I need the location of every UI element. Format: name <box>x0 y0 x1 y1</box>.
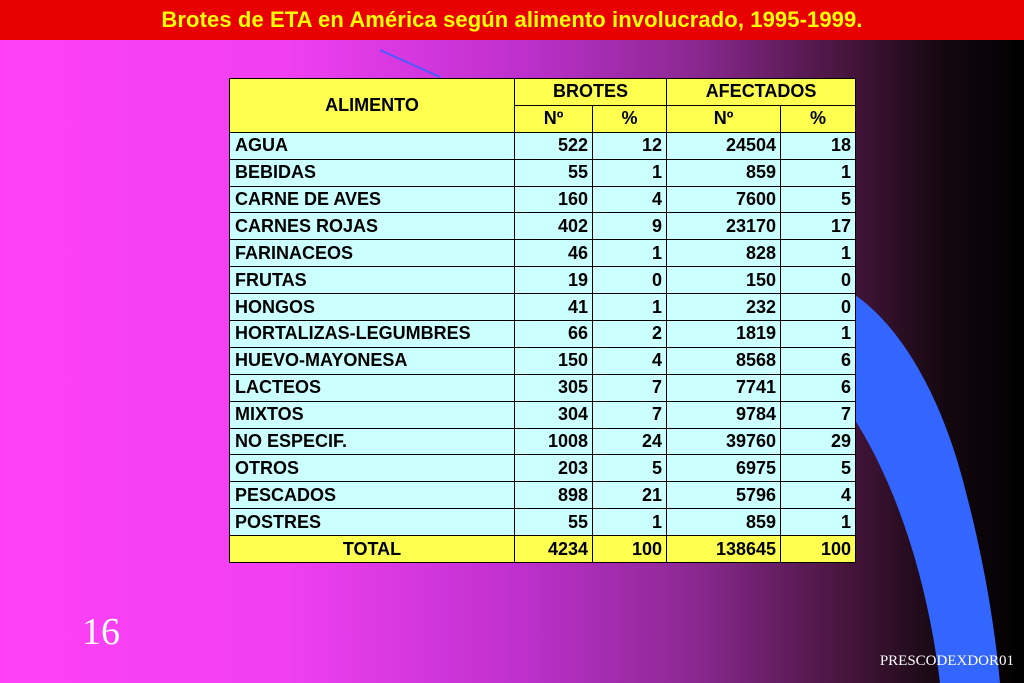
accent-line <box>380 50 440 77</box>
outbreaks-percent-cell: 0 <box>593 267 667 294</box>
outbreaks-percent-cell: 2 <box>593 321 667 348</box>
outbreaks-number-cell: 160 <box>515 186 593 213</box>
total-label: TOTAL <box>230 536 515 563</box>
outbreaks-number-cell: 46 <box>515 240 593 267</box>
affected-percent-cell: 17 <box>781 213 856 240</box>
outbreaks-percent-cell: 7 <box>593 374 667 401</box>
title-bar <box>0 0 1024 40</box>
table-row <box>230 374 856 401</box>
affected-percent-cell: 6 <box>781 374 856 401</box>
outbreaks-number-cell: 19 <box>515 267 593 294</box>
affected-percent-cell: 18 <box>781 132 856 159</box>
outbreaks-percent-cell: 1 <box>593 509 667 536</box>
affected-percent-cell: 1 <box>781 159 856 186</box>
affected-number-cell: 6975 <box>667 455 781 482</box>
food-cell: CARNES ROJAS <box>230 213 515 240</box>
outbreaks-number-cell: 66 <box>515 321 593 348</box>
affected-number-cell: 1819 <box>667 321 781 348</box>
affected-number-cell: 232 <box>667 294 781 321</box>
outbreaks-percent-cell: 9 <box>593 213 667 240</box>
affected-percent-cell: 4 <box>781 482 856 509</box>
affected-percent-cell: 1 <box>781 321 856 348</box>
table-row <box>230 428 856 455</box>
outbreaks-percent-cell: 12 <box>593 132 667 159</box>
outbreaks-percent-cell: 4 <box>593 347 667 374</box>
outbreaks-percent-cell: 21 <box>593 482 667 509</box>
table-row <box>230 267 856 294</box>
affected-percent-cell: 7 <box>781 401 856 428</box>
affected-number-cell: 39760 <box>667 428 781 455</box>
food-cell: HUEVO-MAYONESA <box>230 347 515 374</box>
affected-percent-cell: 5 <box>781 455 856 482</box>
outbreaks-number-cell: 305 <box>515 374 593 401</box>
outbreaks-percent-cell: 7 <box>593 401 667 428</box>
affected-percent-cell: 1 <box>781 509 856 536</box>
header-food: ALIMENTO <box>230 79 515 133</box>
outbreaks-number-cell: 150 <box>515 347 593 374</box>
affected-percent-cell: 29 <box>781 428 856 455</box>
table-row <box>230 321 856 348</box>
affected-percent-cell: 0 <box>781 294 856 321</box>
header-affected-number: Nº <box>667 105 781 132</box>
footer-code: PRESCODEXDOR01 <box>879 653 1014 669</box>
table-row <box>230 240 856 267</box>
header-outbreaks: BROTES <box>515 79 667 106</box>
header-affected-percent: % <box>781 105 856 132</box>
food-cell: PESCADOS <box>230 482 515 509</box>
affected-percent-cell: 0 <box>781 267 856 294</box>
table-row <box>230 347 856 374</box>
outbreaks-percent-cell: 1 <box>593 240 667 267</box>
total-row <box>230 536 856 563</box>
outbreaks-percent-cell: 1 <box>593 294 667 321</box>
blue-curved-shape <box>855 295 1000 683</box>
affected-number-cell: 8568 <box>667 347 781 374</box>
affected-number-cell: 859 <box>667 509 781 536</box>
table-row <box>230 401 856 428</box>
affected-number-cell: 859 <box>667 159 781 186</box>
food-cell: LACTEOS <box>230 374 515 401</box>
outbreaks-number-cell: 304 <box>515 401 593 428</box>
outbreaks-number-cell: 522 <box>515 132 593 159</box>
table-footer <box>230 536 856 563</box>
table-row <box>230 213 856 240</box>
total-affected-number: 138645 <box>667 536 781 563</box>
food-cell: HORTALIZAS-LEGUMBRES <box>230 321 515 348</box>
affected-number-cell: 24504 <box>667 132 781 159</box>
table-row <box>230 294 856 321</box>
affected-percent-cell: 1 <box>781 240 856 267</box>
outbreaks-number-cell: 898 <box>515 482 593 509</box>
outbreaks-percent-cell: 4 <box>593 186 667 213</box>
food-cell: AGUA <box>230 132 515 159</box>
header-outbreaks-number: Nº <box>515 105 593 132</box>
header-affected: AFECTADOS <box>667 79 856 106</box>
outbreaks-number-cell: 1008 <box>515 428 593 455</box>
outbreaks-percent-cell: 24 <box>593 428 667 455</box>
affected-percent-cell: 6 <box>781 347 856 374</box>
outbreaks-number-cell: 41 <box>515 294 593 321</box>
affected-number-cell: 7741 <box>667 374 781 401</box>
table-row <box>230 455 856 482</box>
affected-number-cell: 828 <box>667 240 781 267</box>
table-row <box>230 132 856 159</box>
total-affected-percent: 100 <box>781 536 856 563</box>
slide-title: Brotes de ETA en América según alimento involucrado, 1995-1999. <box>161 7 863 32</box>
table-body <box>230 132 856 535</box>
food-cell: FARINACEOS <box>230 240 515 267</box>
affected-number-cell: 23170 <box>667 213 781 240</box>
table-row <box>230 159 856 186</box>
food-cell: FRUTAS <box>230 267 515 294</box>
table-row <box>230 186 856 213</box>
affected-number-cell: 5796 <box>667 482 781 509</box>
table-row <box>230 482 856 509</box>
total-outbreaks-percent: 100 <box>593 536 667 563</box>
affected-number-cell: 7600 <box>667 186 781 213</box>
food-cell: OTROS <box>230 455 515 482</box>
outbreaks-number-cell: 55 <box>515 159 593 186</box>
affected-percent-cell: 5 <box>781 186 856 213</box>
affected-number-cell: 150 <box>667 267 781 294</box>
total-outbreaks-number: 4234 <box>515 536 593 563</box>
table-row <box>230 509 856 536</box>
outbreaks-number-cell: 203 <box>515 455 593 482</box>
food-cell: POSTRES <box>230 509 515 536</box>
outbreaks-table <box>229 78 856 563</box>
food-cell: BEBIDAS <box>230 159 515 186</box>
header-outbreaks-percent: % <box>593 105 667 132</box>
food-cell: MIXTOS <box>230 401 515 428</box>
outbreaks-number-cell: 55 <box>515 509 593 536</box>
food-cell: CARNE DE AVES <box>230 186 515 213</box>
affected-number-cell: 9784 <box>667 401 781 428</box>
outbreaks-percent-cell: 5 <box>593 455 667 482</box>
outbreaks-number-cell: 402 <box>515 213 593 240</box>
food-cell: NO ESPECIF. <box>230 428 515 455</box>
table-header <box>230 79 856 133</box>
page-number: 16 <box>82 611 120 653</box>
food-cell: HONGOS <box>230 294 515 321</box>
outbreaks-percent-cell: 1 <box>593 159 667 186</box>
